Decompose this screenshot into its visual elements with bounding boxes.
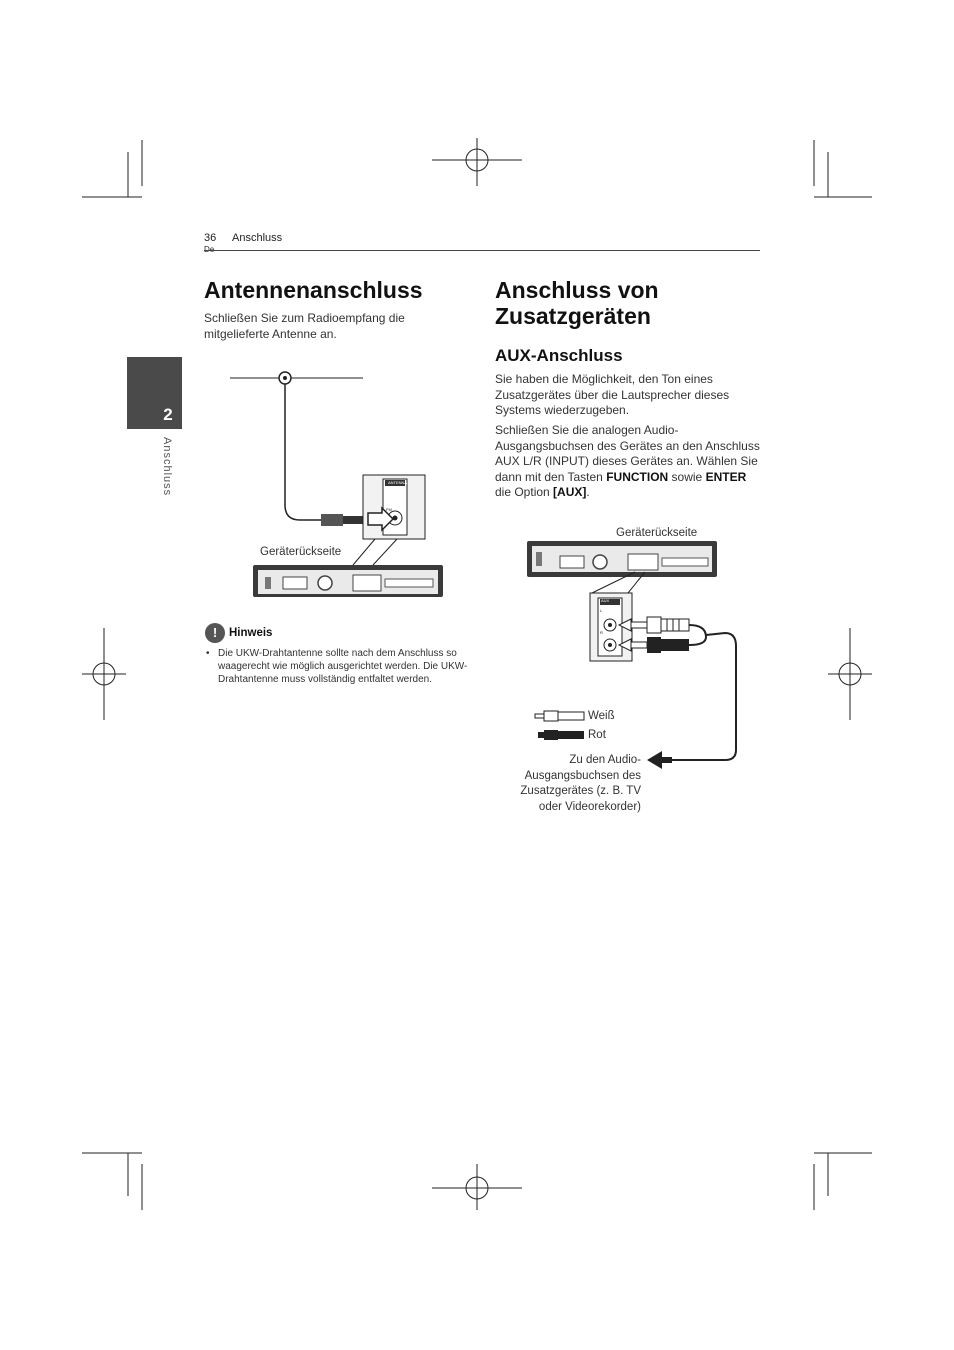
aux-jack-r: R (600, 630, 603, 635)
left-title: Antennenanschluss (204, 277, 423, 303)
left-intro: Schließen Sie zum Radioempfang die mitgelieferte Antenne an. (204, 311, 405, 341)
page-number: 36 (204, 232, 217, 244)
aux-para2 (495, 423, 760, 501)
header-rule (204, 250, 760, 251)
right-diagram-caption: Geräterückseite (616, 527, 698, 539)
note-item: Die UKW-Drahtantenne sollte nach dem Anschluss so waagerecht wie möglich ausgerichtet werden. Die UKW-Drahtantenne muss vollständig entfaltet werden. (218, 648, 468, 685)
chapter-label: Anschluss (161, 437, 173, 497)
antenna-panel-label: ANTENNA (388, 480, 408, 485)
antenna-diagram (225, 365, 455, 605)
legend-white: Weiß (588, 710, 615, 722)
chapter-number: 2 (163, 405, 173, 424)
right-title-line1: Anschluss von (495, 277, 659, 303)
warning-icon: ! (205, 623, 225, 643)
para2-text: Schließen Sie die analogen Audio-Ausgangsbuchsen des Gerätes an den Anschluss AUX L/R (INPUT) dieses Gerätes an. Wählen Sie dann mit den Tasten (495, 423, 760, 484)
aux-panel-label: AUX (601, 598, 610, 603)
para2-sowie: sowie (671, 469, 703, 484)
aux-subtitle: AUX-Anschluss (495, 346, 623, 365)
aux-para1: Sie haben die Möglichkeit, den Ton eines Zusatzgerätes über die Lautsprecher dieses Systems wiederzugeben. (495, 372, 730, 417)
note-bullet: • (206, 648, 210, 659)
fm-jack-label: FM (386, 507, 392, 512)
aux-option: [AUX] (553, 485, 587, 499)
para2-end: . (586, 485, 590, 499)
destination-text: Zu den Audio-Ausgangsbuchsen des Zusatzgerätes (z. B. TV oder Videorekorder) (520, 754, 641, 813)
note-title: Hinweis (229, 627, 273, 639)
function-key: FUNCTION (606, 469, 669, 484)
left-diagram-caption: Geräterückseite (260, 546, 342, 558)
header-section: Anschluss (232, 232, 283, 244)
aux-jack-l: L (600, 608, 603, 613)
legend-red: Rot (588, 729, 606, 741)
para2-option: die Option (495, 485, 550, 499)
aux-diagram (520, 538, 750, 778)
enter-key: ENTER (705, 469, 747, 484)
right-title-line2: Zusatzgeräten (495, 303, 651, 329)
